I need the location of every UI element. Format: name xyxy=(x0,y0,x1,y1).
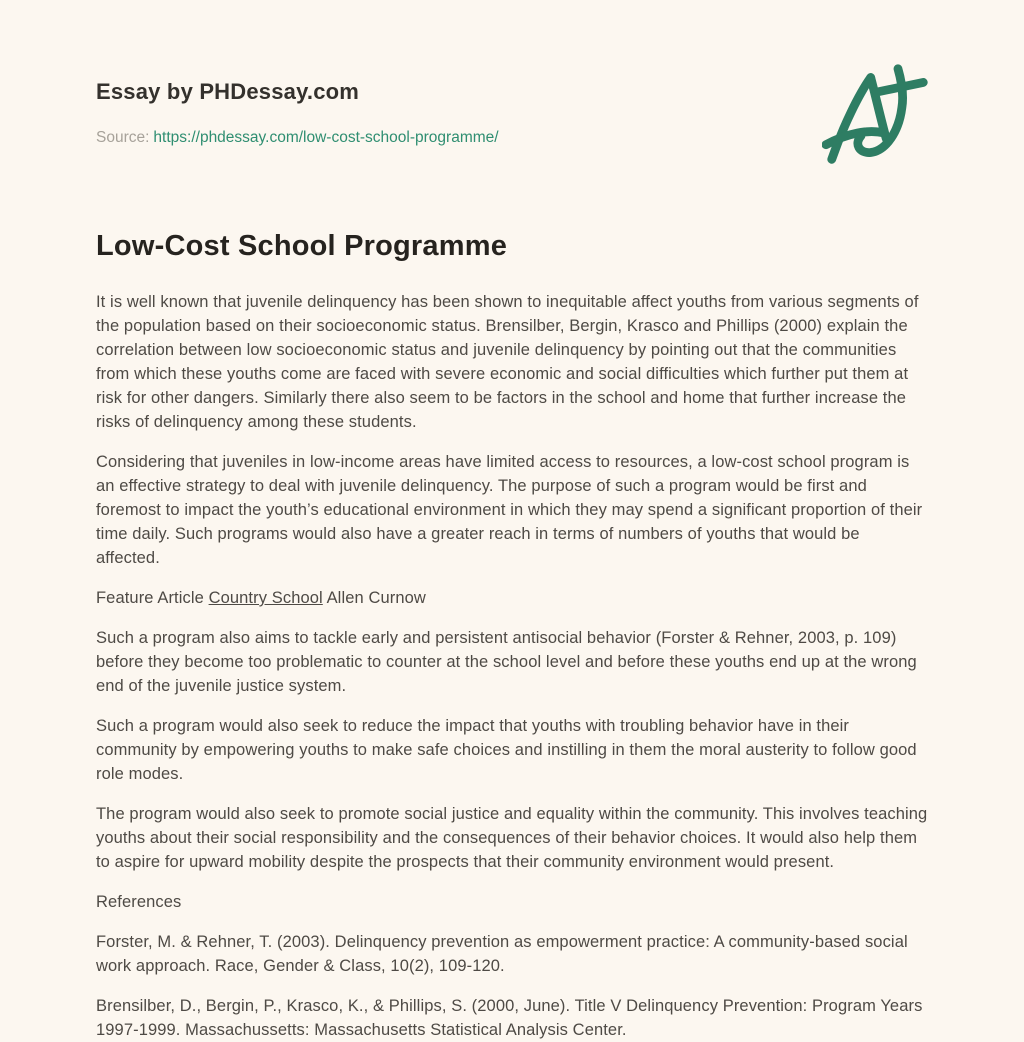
byline: Essay by PHDessay.com xyxy=(96,79,360,104)
reference-item: Brensilber, D., Bergin, P., Krasco, K., & Phillips, S. (2000, June). Title V Delinquency Prevention: Program Years 1997-1999. Massachussetts: Massachusetts Statistical Analysis Center. xyxy=(96,997,923,1039)
feature-article-link[interactable]: Country School xyxy=(208,589,323,607)
a-plus-logo-icon xyxy=(822,64,934,168)
paragraph: The program would also seek to promote social justice and equality within the community. This involves teaching youths about their social responsibility and the consequences of their behavior choices. It would also help them to aspire for upward mobility despite the prospects that their community environment would present. xyxy=(96,805,928,871)
paragraph: It is well known that juvenile delinquency has been shown to inequitable affect youths from various segments of the population based on their socioeconomic status. Brensilber, Bergin, Krasco and Phillips (2000) explain the correlation between low socioeconomic status and juvenile delinquency by pointing out that the communities from which these youths come are faced with severe economic and social difficulties which further put them at risk for other dangers. Similarly there also seem to be factors in the school and home that further increase the risks of delinquency among these students. xyxy=(96,293,919,431)
source-row xyxy=(96,127,928,149)
essay-content xyxy=(96,78,928,1042)
paragraph: Such a program also aims to tackle early and persistent antisocial behavior (Forster & Rehner, 2003, p. 109) before they become too problematic to counter at the school level and before these youths end up at the wrong end of the juvenile justice system. xyxy=(96,629,917,695)
reference-item: Forster, M. & Rehner, T. (2003). Delinquency prevention as empowerment practice: A community-based social work approach. Race, Gender & Class, 10(2), 109-120. xyxy=(96,933,908,975)
feature-article-line xyxy=(96,586,928,610)
feature-article-prefix: Feature Article xyxy=(96,589,209,607)
page-title: Low-Cost School Programme xyxy=(96,230,508,262)
paragraph: Considering that juveniles in low-income areas have limited access to resources, a low-cost school program is an effective strategy to deal with juvenile delinquency. The purpose of such a program would be first and foremost to impact the youth’s educational environment in which they may spend a significant proportion of their time daily. Such programs would also have a greater reach in terms of numbers of youths that would be affected. xyxy=(96,453,923,567)
feature-article-suffix: Allen Curnow xyxy=(322,589,426,607)
essay-body xyxy=(96,290,928,1042)
paragraph: Such a program would also seek to reduce the impact that youths with troubling behavior have in their community by empowering youths to make safe choices and instilling in them the moral austerity to follow good role modes. xyxy=(96,717,917,783)
source-label: Source: xyxy=(96,129,150,146)
source-url-link[interactable]: https://phdessay.com/low-cost-school-programme/ xyxy=(153,129,499,146)
references-heading: References xyxy=(96,893,182,911)
